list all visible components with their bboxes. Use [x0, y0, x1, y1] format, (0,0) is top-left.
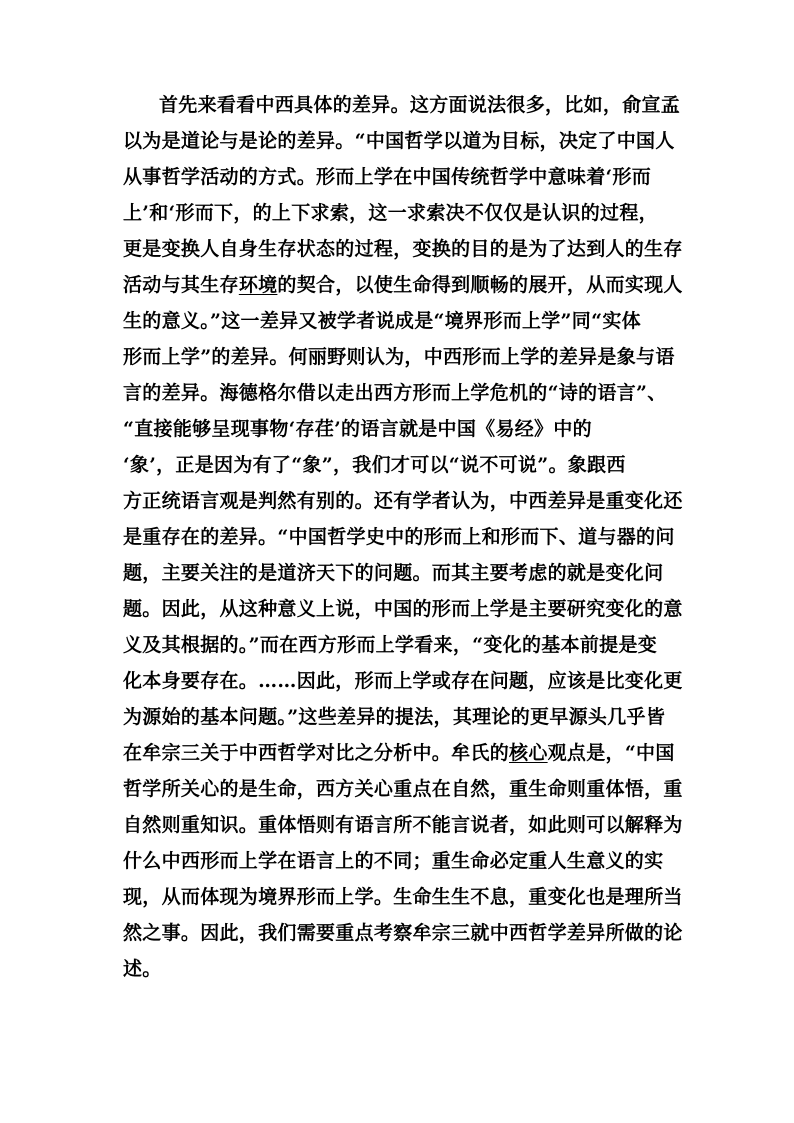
paragraph-line: ‘象’，正是因为有了“象”，我们才可以“说不可说”。象跟西 — [123, 454, 626, 476]
paragraph-line: 以为是道论与是论的差异。“中国哲学以道为目标，决定了中国人 — [123, 130, 675, 152]
underlined-term: 核心 — [509, 742, 548, 764]
paragraph-line: 题。因此，从这种意义上说，中国的形而上学是主要研究变化的意 — [123, 598, 683, 620]
line-text: 观点是，“中国 — [547, 742, 675, 764]
line-text: 的契合，以使生命得到顺畅的展开，从而实现人 — [277, 274, 683, 296]
paragraph-line: “直接能够呈现事物‘存荏’的语言就是中国《易经》中的 — [123, 418, 592, 440]
paragraph-line — [123, 738, 675, 768]
underlined-term: 环境 — [238, 274, 278, 296]
paragraph-line: 方正统语言观是判然有别的。还有学者认为，中西差异是重变化还 — [123, 490, 683, 512]
paragraph-line: 什么中西形而上学在语言上的不同；重生命必定重人生意义的实 — [123, 850, 664, 872]
paragraph-line: 义及其根据的。”而在西方形而上学看来，“变化的基本前提是变 — [123, 634, 658, 656]
line-text: 活动与其生存 — [123, 274, 239, 296]
line-text: 在牟宗三关于中西哲学对比之分析中。牟氏的 — [123, 742, 510, 764]
paragraph-line: 首先来看看中西具体的差异。这方面说法很多，比如，俞宣孟 — [159, 94, 681, 116]
paragraph-line: 形而上学”的差异。何丽野则认为，中西形而上学的差异是象与语 — [123, 346, 675, 368]
paragraph-line: 上’和‘形而下，的上下求索，这一求索决不仅仅是认识的过程， — [123, 202, 658, 224]
paragraph-line: 是重存在的差异。“中国哲学史中的形而上和形而下、道与器的问 — [123, 526, 675, 548]
paragraph-line: 述。 — [123, 958, 162, 980]
paragraph-line: 从事哲学活动的方式。形而上学在中国传统哲学中意味着‘形而 — [123, 166, 652, 188]
paragraph-line: 言的差异。海德格尔借以走出西方形而上学危机的“诗的语言”、 — [123, 382, 667, 404]
paragraph-line: 现，从而体现为境界形而上学。生命生生不息，重变化也是理所当 — [123, 886, 683, 908]
paragraph-line: 然之事。因此，我们需要重点考察牟宗三就中西哲学差异所做的论 — [123, 922, 683, 944]
paragraph-line: 化本身要存在。……因此，形而上学或存在问题，应该是比变化更 — [123, 670, 683, 692]
paragraph-line: 生的意义。”这一差异又被学者说成是“境界形而上学”同“实体 — [123, 310, 641, 332]
paragraph-line — [123, 270, 683, 300]
paragraph-line: 题，主要关注的是道济天下的问题。而其主要考虑的就是变化问 — [123, 562, 664, 584]
paragraph-line: 为源始的基本问题。”这些差异的提法，其理论的更早源头几乎皆 — [123, 706, 666, 728]
paragraph-line: 哲学所关心的是生命，西方关心重点在自然，重生命则重体悟，重 — [123, 778, 683, 800]
paragraph-line: 更是变换人自身生存状态的过程，变换的目的是为了达到人的生存 — [123, 238, 683, 260]
paragraph-line: 自然则重知识。重体悟则有语言所不能言说者，如此则可以解释为 — [123, 814, 683, 836]
